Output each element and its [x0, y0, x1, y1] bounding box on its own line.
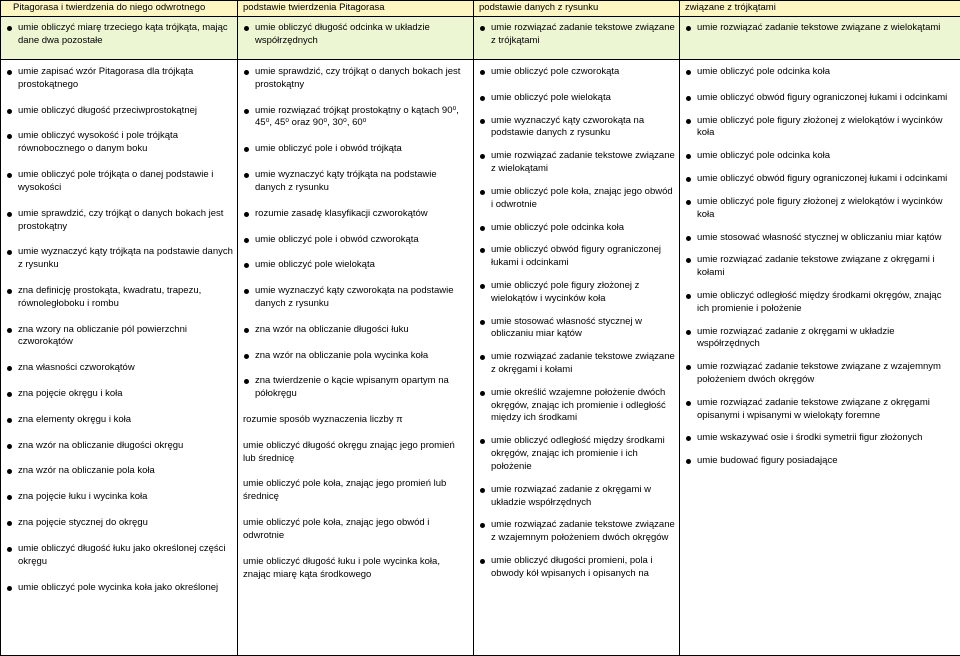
- content-row: [1, 60, 960, 656]
- list-item: umie obliczyć pole figury złożonej z wielokątów i wycinków koła: [685, 196, 956, 222]
- list-item: umie rozwiązać zadanie tekstowe związane z okręgami opisanymi i wpisanymi w wielokąty foremne: [685, 397, 956, 423]
- list-item: zna twierdzenie o kącie wpisanym opartym na półokręgu: [243, 375, 469, 401]
- list-item: umie sprawdzić, czy trójkąt o danych bokach jest prostokątny: [6, 208, 233, 234]
- header-text-2: podstawie twierdzenia Pitagorasa: [243, 2, 469, 15]
- header-text-3: podstawie danych z rysunku: [479, 2, 675, 15]
- list-item: umie rozwiązać zadanie z okręgami w układzie współrzędnych: [479, 484, 675, 510]
- list-item: umie rozwiązać trójkąt prostokątny o kątach 90⁰, 45⁰, 45⁰ oraz 90⁰, 30⁰, 60⁰: [243, 105, 469, 131]
- list-item: umie wyznaczyć kąty trójkąta na podstawie danych z rysunku: [6, 246, 233, 272]
- header-cell-2: [238, 1, 474, 17]
- requirement-list-4: [685, 66, 956, 468]
- list-item: umie obliczyć pole odcinka koła: [685, 150, 956, 163]
- list-item: umie stosować własność stycznej w obliczaniu miar kątów: [479, 316, 675, 342]
- list-item: umie obliczyć pole odcinka koła: [685, 66, 956, 79]
- list-item: umie obliczyć pole figury złożonej z wielokątów i wycinków koła: [685, 115, 956, 141]
- list-item: zna wzory na obliczanie pól powierzchni czworokątów: [6, 324, 233, 350]
- list-item: umie zapisać wzór Pitagorasa dla trójkąta prostokątnego: [6, 66, 233, 92]
- content-cell-1: [1, 60, 238, 656]
- list-item: zna elementy okręgu i koła: [6, 414, 233, 427]
- content-cell-4: [680, 60, 960, 656]
- list-item: umie obliczyć pole koła, znając jego obwód i odwrotnie: [243, 517, 469, 543]
- summary-cell-3: [474, 17, 680, 60]
- summary-row: [1, 17, 960, 60]
- list-item: zna pojęcie okręgu i koła: [6, 388, 233, 401]
- list-item: umie wskazywać osie i środki symetrii figur złożonych: [685, 432, 956, 445]
- list-item: umie obliczyć obwód figury ograniczonej łukami i odcinkami: [685, 173, 956, 186]
- header-cell-1: [1, 1, 238, 17]
- list-item: umie rozwiązać zadanie tekstowe związane z wzajemnym położeniem dwóch okręgów: [479, 519, 675, 545]
- list-item: umie obliczyć długość przeciwprostokątnej: [6, 105, 233, 118]
- list-item: umie obliczyć odległość między środkami okręgów, znając ich promienie i położenie: [685, 290, 956, 316]
- list-item: zna pojęcie łuku i wycinka koła: [6, 491, 233, 504]
- list-item: umie obliczyć pole trójkąta o danej podstawie i wysokości: [6, 169, 233, 195]
- list-item: rozumie zasadę klasyfikacji czworokątów: [243, 208, 469, 221]
- header-row: [1, 1, 960, 17]
- list-item: umie obliczyć pole koła, znając jego obwód i odwrotnie: [479, 186, 675, 212]
- content-cell-2: [238, 60, 474, 656]
- list-item: zna wzór na obliczanie pola wycinka koła: [243, 350, 469, 363]
- list-item: umie obliczyć długości promieni, pola i obwody kół wpisanych i opisanych na: [479, 555, 675, 581]
- list-item: zna wzór na obliczanie długości łuku: [243, 324, 469, 337]
- list-item: umie obliczyć pole odcinka koła: [479, 222, 675, 235]
- list-item: umie sprawdzić, czy trójkąt o danych bokach jest prostokątny: [243, 66, 469, 92]
- list-item: umie obliczyć pole i obwód trójkąta: [243, 143, 469, 156]
- list-item: umie obliczyć wysokość i pole trójkąta równobocznego o danym boku: [6, 130, 233, 156]
- header-cell-4: [680, 1, 960, 17]
- list-item: umie obliczyć długość łuku jako określonej części okręgu: [6, 543, 233, 569]
- summary-item-4: umie rozwiązać zadanie tekstowe związane z wielokątami: [685, 22, 956, 35]
- requirement-list-3: [479, 66, 675, 581]
- list-item: umie obliczyć pole i obwód czworokąta: [243, 234, 469, 247]
- list-item: umie rozwiązać zadanie tekstowe związane z wzajemnym położeniem dwóch okręgów: [685, 361, 956, 387]
- list-item: umie wyznaczyć kąty czworokąta na podstawie danych z rysunku: [243, 285, 469, 311]
- list-item: umie obliczyć pole wielokąta: [479, 92, 675, 105]
- header-text-4: związane z trójkątami: [685, 2, 956, 15]
- list-item: umie obliczyć pole czworokąta: [479, 66, 675, 79]
- list-item: umie budować figury posiadające: [685, 455, 956, 468]
- list-item: umie obliczyć długość okręgu znając jego promień lub średnicę: [243, 440, 469, 466]
- list-item: umie rozwiązać zadanie tekstowe związane z okręgami i kołami: [479, 351, 675, 377]
- list-item: zna wzór na obliczanie długości okręgu: [6, 440, 233, 453]
- list-item: rozumie sposób wyznaczenia liczby π: [243, 414, 469, 427]
- list-item: umie obliczyć obwód figury ograniczonej łukami i odcinkami: [685, 92, 956, 105]
- content-cell-3: [474, 60, 680, 656]
- list-item: umie obliczyć długość łuku i pole wycinka koła, znając miarę kąta środkowego: [243, 556, 469, 582]
- header-text-1: Pitagorasa i twierdzenia do niego odwrotnego: [13, 2, 233, 15]
- list-item: umie obliczyć pole figury złożonej z wielokątów i wycinków koła: [479, 280, 675, 306]
- list-item: umie stosować własność stycznej w obliczaniu miar kątów: [685, 232, 956, 245]
- summary-item-2: umie obliczyć długość odcinka w układzie współrzędnych: [243, 22, 469, 48]
- list-item: zna pojęcie stycznej do okręgu: [6, 517, 233, 530]
- list-item: umie rozwiązać zadanie tekstowe związane z wielokątami: [479, 150, 675, 176]
- list-item: umie rozwiązać zadanie tekstowe związane z okręgami i kołami: [685, 254, 956, 280]
- list-item: umie obliczyć pole wielokąta: [243, 259, 469, 272]
- list-item: umie wyznaczyć kąty czworokąta na podstawie danych z rysunku: [479, 115, 675, 141]
- requirement-list-2: [243, 66, 469, 581]
- list-item: umie obliczyć obwód figury ograniczonej łukami i odcinkami: [479, 244, 675, 270]
- list-item: umie rozwiązać zadanie z okręgami w układzie współrzędnych: [685, 326, 956, 352]
- summary-cell-4: [680, 17, 960, 60]
- summary-item-1: umie obliczyć miarę trzeciego kąta trójkąta, mając dane dwa pozostałe: [6, 22, 233, 48]
- header-cell-3: [474, 1, 680, 17]
- summary-cell-1: [1, 17, 238, 60]
- requirement-list-1: [6, 66, 233, 594]
- list-item: zna definicję prostokąta, kwadratu, trapezu, równoległoboku i rombu: [6, 285, 233, 311]
- list-item: umie obliczyć pole wycinka koła jako określonej: [6, 582, 233, 595]
- list-item: zna własności czworokątów: [6, 362, 233, 375]
- list-item: zna wzór na obliczanie pola koła: [6, 465, 233, 478]
- list-item: umie wyznaczyć kąty trójkąta na podstawie danych z rysunku: [243, 169, 469, 195]
- summary-item-3: umie rozwiązać zadanie tekstowe związane z trójkątami: [479, 22, 675, 48]
- list-item: umie określić wzajemne położenie dwóch okręgów, znając ich promienie i odległość między ich środkami: [479, 387, 675, 425]
- list-item: umie obliczyć odległość między środkami okręgów, znając ich promienie i ich położenie: [479, 435, 675, 473]
- summary-cell-2: [238, 17, 474, 60]
- list-item: umie obliczyć pole koła, znając jego promień lub średnicę: [243, 478, 469, 504]
